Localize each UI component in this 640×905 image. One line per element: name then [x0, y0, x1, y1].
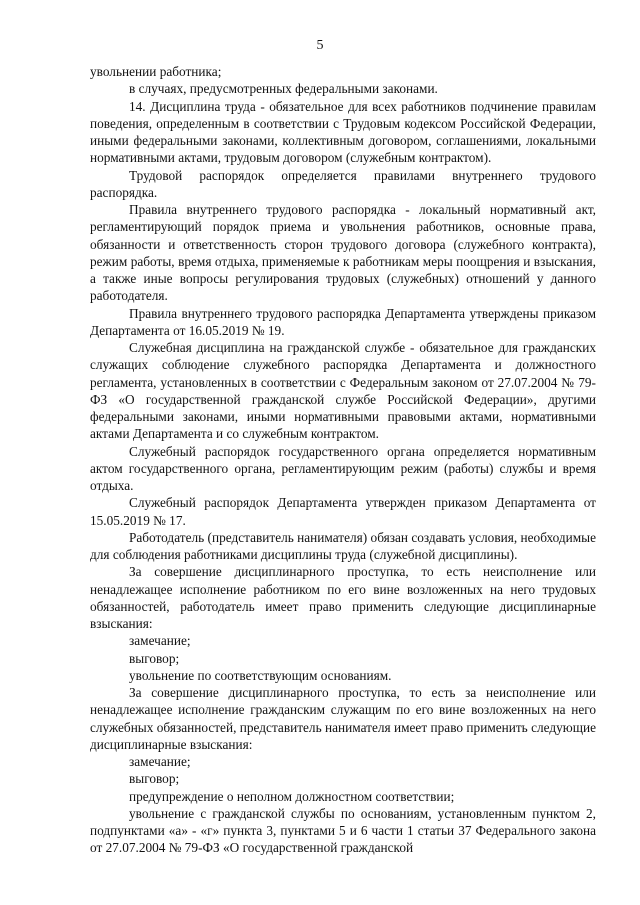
- paragraph: увольнение с гражданской службы по основаниям, установленным пунктом 2, подпунктами «а» - «г» пункта 3, пунктами 5 и 6 части 1 статьи 37 Федерального закона от 27.07.2004 № 79-ФЗ «О государственной гражданской: [90, 805, 596, 856]
- paragraph: Служебный распорядок Департамента утвержден приказом Департамента от 15.05.2019 № 17.: [90, 495, 596, 528]
- list-item: замечание;: [129, 754, 191, 769]
- paragraph: в случаях, предусмотренных федеральными законами.: [129, 81, 438, 97]
- paragraph: Работодатель (представитель нанимателя) обязан создавать условия, необходимые для соблюдения работниками дисциплины труда (служебной дисциплины).: [90, 529, 596, 562]
- paragraph: Служебная дисциплина на гражданской службе - обязательное для гражданских служащих соблюдение служебного распорядка Департамента и должностного регламента, установленных в соответствии с Федеральным законом от 27.07.2004 № 79-ФЗ «О государственной гражданской службе Российской Федерации», другими федеральными законами, иными нормативными правовыми актами, нормативными актами Департамента и со служебным контрактом.: [90, 340, 596, 442]
- paragraph: Трудовой распорядок определяется правилами внутреннего трудового распорядка.: [90, 167, 596, 200]
- list-item: выговор;: [129, 650, 180, 666]
- paragraph: Служебный распорядок государственного органа определяется нормативным актом государственного органа, регламентирующим режим (работы) службы и время отдыха.: [90, 443, 596, 493]
- list-item: замечание;: [129, 633, 191, 649]
- paragraph: увольнении работника;: [90, 64, 222, 79]
- paragraph: За совершение дисциплинарного проступка, то есть за неисполнение или ненадлежащее исполнение гражданским служащим по его вине возложенных на него служебных обязанностей, представитель нанимателя имеет право применить следующие дисциплинарные взыскания:: [90, 685, 596, 752]
- paragraph: 14. Дисциплина труда - обязательное для всех работников подчинение правилам поведения, определенным в соответствии с Трудовым кодексом Российской Федерации, иными федеральными законами, коллективным договором, соглашениями, локальными нормативными актами, трудовым договором (служебным контрактом).: [90, 98, 596, 166]
- list-item: увольнение по соответствующим основаниям.: [129, 667, 392, 683]
- list-item: выговор;: [129, 771, 180, 787]
- paragraph: Правила внутреннего трудового распорядка - локальный нормативный акт, регламентирующий порядок приема и увольнения работников, основные права, обязанности и ответственность сторон трудового договора (служебного контракта), режим работы, время отдыха, применяемые к работникам меры поощрения и взыскания, а также иные вопросы регулирования трудовых (служебных) отношений у данного работодателя.: [90, 202, 596, 304]
- paragraph: За совершение дисциплинарного проступка, то есть неисполнение или ненадлежащее исполнение работником по его вине возложенных на него трудовых обязанностей, работодатель имеет право применить следующие дисциплинарные взыскания:: [90, 564, 596, 631]
- paragraph: Правила внутреннего трудового распорядка Департамента утверждены приказом Департамента от 16.05.2019 № 19.: [90, 305, 596, 338]
- page-number: 5: [316, 38, 324, 53]
- list-item: предупреждение о неполном должностном соответствии;: [129, 788, 455, 804]
- document-body: [90, 63, 596, 857]
